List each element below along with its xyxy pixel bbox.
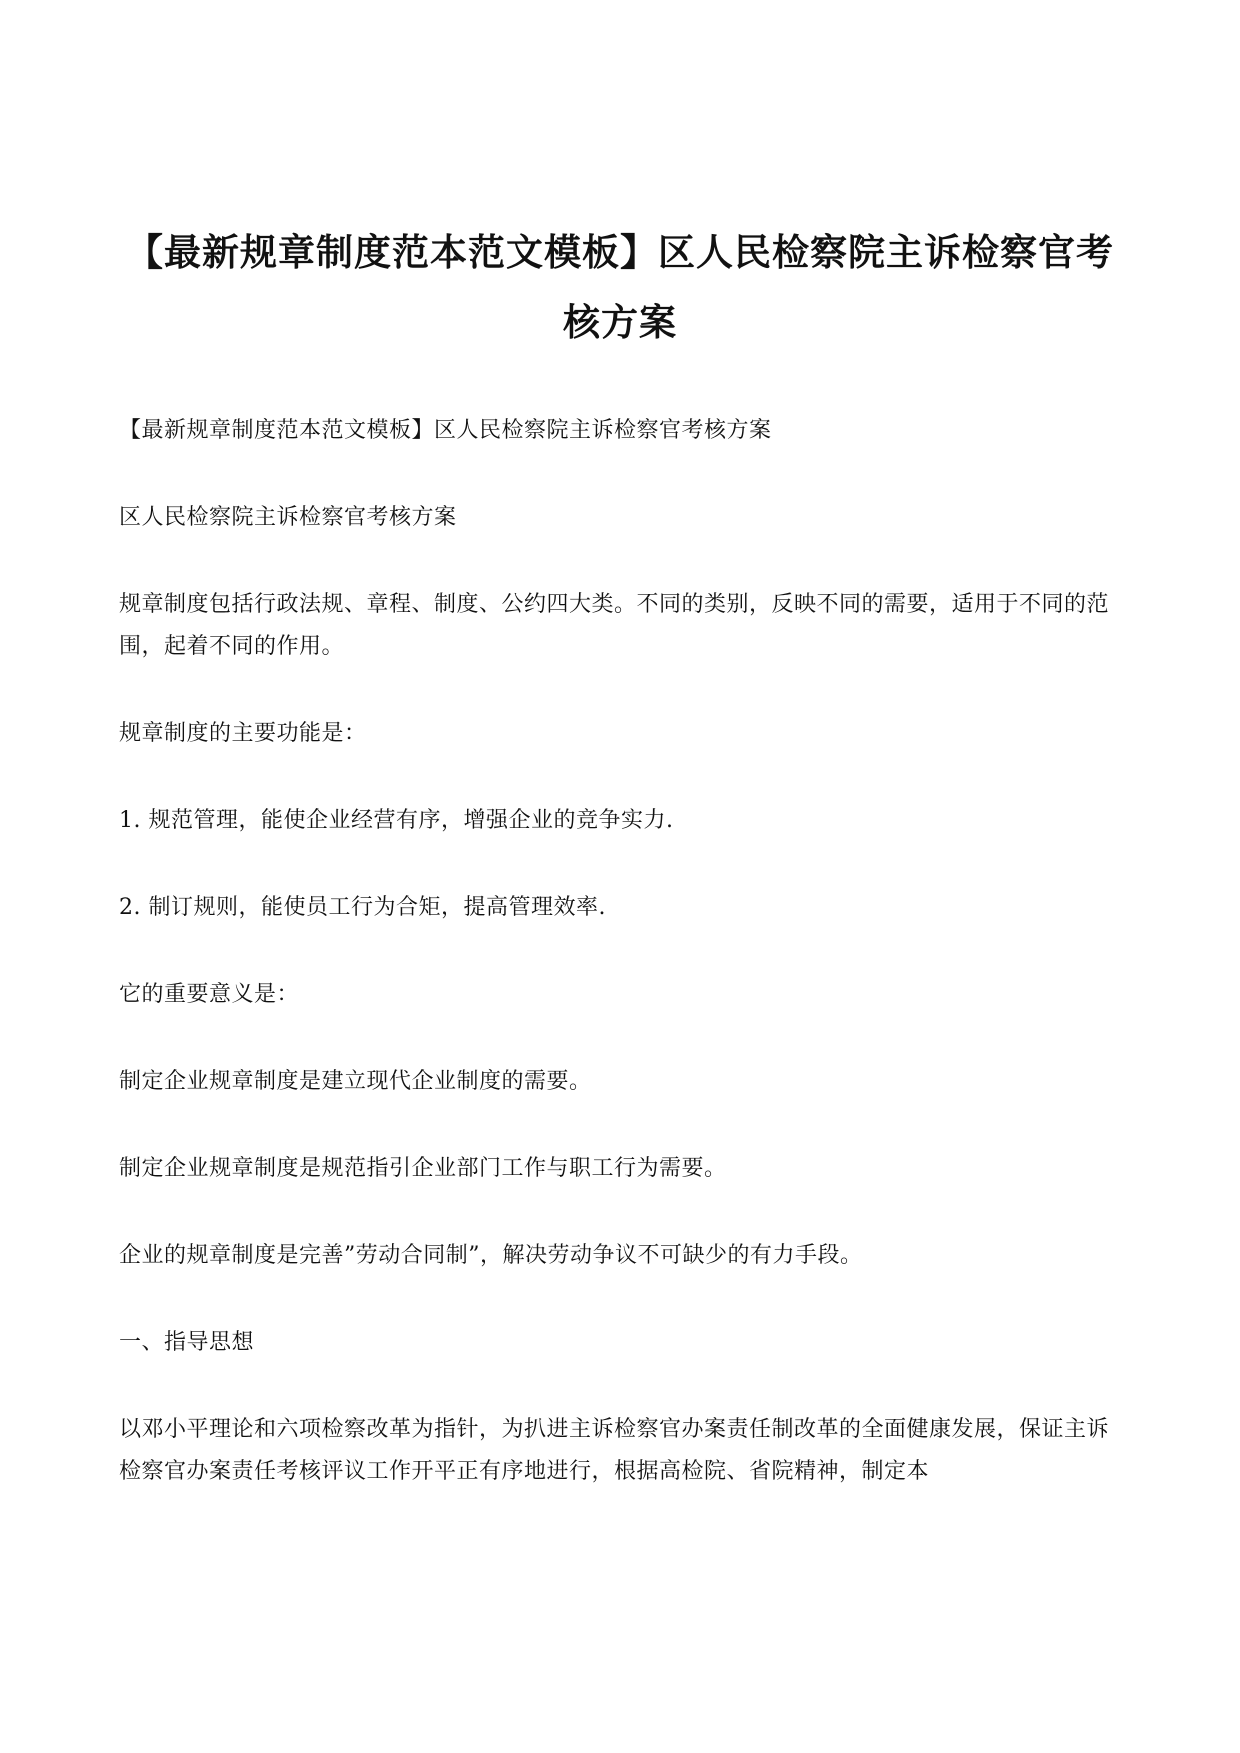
list-item-1: 1. 规范管理，能使企业经营有序，增强企业的竞争实力.	[119, 808, 674, 833]
paragraph-guiding-thought: 以邓小平理论和六项检察改革为指针，为扒进主诉检察官办案责任制改革的全面健康发展，保证主诉检察官办案责任考核评议工作开平正有序地进行，根据高检院、省院精神，制定本	[119, 1417, 1110, 1484]
list-item-2: 2. 制订规则，能使员工行为合矩，提高管理效率.	[119, 895, 606, 920]
document-title: 【最新规章制度范本范文模板】区人民检察院主诉检察官考核方案	[126, 231, 1114, 344]
paragraph-intro-title: 【最新规章制度范本范文模板】区人民检察院主诉检察官考核方案	[119, 418, 772, 443]
paragraph-significance-3: 企业的规章制度是完善”劳动合同制”，解决劳动争议不可缺少的有力手段。	[119, 1243, 863, 1268]
paragraph-significance-heading: 它的重要意义是：	[119, 982, 300, 1007]
paragraph-functions-heading: 规章制度的主要功能是：	[119, 721, 367, 746]
paragraph-significance-2: 制定企业规章制度是规范指引企业部门工作与职工行为需要。	[119, 1156, 727, 1181]
paragraph-categories: 规章制度包括行政法规、章程、制度、公约四大类。不同的类别，反映不同的需要，适用于不同的范围，起着不同的作用。	[119, 592, 1110, 659]
document-body	[119, 410, 1129, 1538]
paragraph-subtitle: 区人民检察院主诉检察官考核方案	[119, 505, 457, 530]
paragraph-significance-1: 制定企业规章制度是建立现代企业制度的需要。	[119, 1069, 592, 1094]
section-heading-guiding-thought: 一、指导思想	[119, 1330, 255, 1355]
